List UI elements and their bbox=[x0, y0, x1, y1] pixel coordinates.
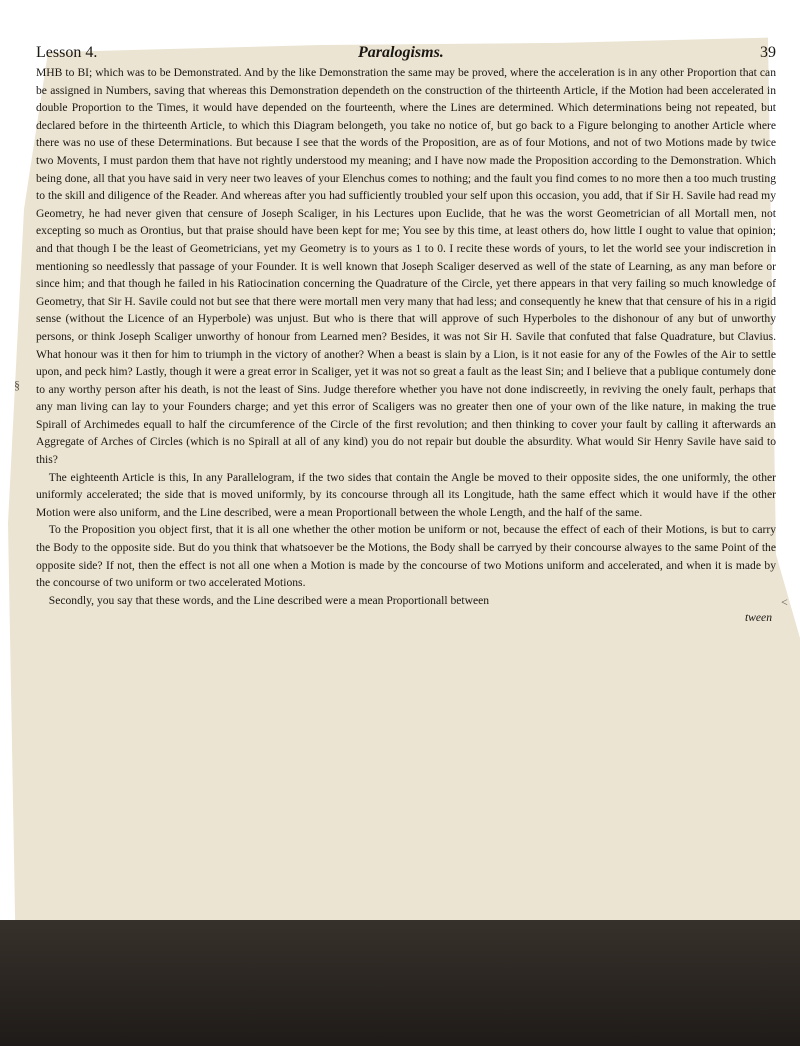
lesson-label: Lesson 4. bbox=[36, 44, 98, 61]
paragraph-4: Secondly, you say that these words, and the Line described were a mean Proportionall between bbox=[48, 593, 490, 607]
page-number: 39 bbox=[760, 44, 776, 61]
paragraph-2: The eighteenth Article is this, In any Parallelogram, if the two sides that contain the Angle be moved to their opposite sides, the one uniformly, the other uniformly accelerated; the side that is moved uniformly, by its concourse through all its Longitude, hath the same effect which it would have if the other Motion were also uniform, and the Line described, were a mean Proportionall between the whole Length, and the half of the same. bbox=[36, 470, 776, 519]
running-header bbox=[36, 44, 776, 66]
scan-bottom-edge bbox=[0, 920, 800, 1046]
paragraph-3: To the Proposition you object first, that it is all one whether the other motion be uniform or not, because the effect of each of their Motions, is but to carry the Body to the opposite side. But do you think that whatsoever be the Motions, the Body shall be carryed by their concourse alwayes to the same Point of the opposite side? If not, then the effect is not all one when a Motion is made by the concourse of two Motions uniform and accelerated, and when it is made by the concourse of two uniform or two accelerated Motions. bbox=[36, 523, 776, 590]
running-title: Paralogisms. bbox=[358, 44, 444, 61]
paragraph-1: MHB to BI; which was to be Demonstrated. And by the like Demonstration the same may be proved, where the acceleration is in any other Proportion that can be assigned in Numbers, saving that whereas this Demonstration dependeth on the construction of the thirteenth Article, if the Motion had been accelerated in double Proportion to the Times, it would have depended on the fourteenth, where the Lines are determined. Which determinations being not repeated, but declared before in the thirteenth Article, to which this Diagram belongeth, you take no notice of, but go back to a Figure belonging to another Article where there was no use of these Determinations. But because I see that the words of the Proposition, are as of four Motions, and not of two Motions made by twice two Movents, I must pardon them that have not rightly understood my meaning; and I have now made the Proposition according to the Demonstration. Which being done, all that you have said in very neer two leaves of your Elenchus comes to nothing; and the fault you find comes to no more then a too much trusting to the skill and diligence of the Reader. And whereas after you had sufficiently troubled your self upon this occasion, you add, that if Sir H. Savile had read my Geometry, he had never given that censure of Joseph Scaliger, in his Lectures upon Euclide, that he was the worst Geometrician of all Mortall men, not excepting so much as Orontius, but that praise should have been kept for me; You see by this time, at least others do, how little I ought to value that opinion; and that though I be the least of Geometricians, yet my Geometry is to yours as 1 to 0. I recite these words of yours, to let the world see your indiscretion in mentioning so needlessly that passage of your Founder. It is well known that Joseph Scaliger deserved as well of the state of Learning, as any man before or since him; and that though he failed in his Ratiocination concerning the Quadrature of the Circle, yet there appears in that very failing so much knowledge of Geometry, that Sir H. Savile could not but see that there were mortall men very many that had less; and consequently he knew that that censure of his in a rigid sense (without the Licence of an Hyperbole) was unjust. But who is there that will approve of such Hyperboles to the dishonour of any but of unworthy persons, or think Joseph Scaliger unworthy of honour from Learned men? Besides, it was not Sir H. Savile that confuted that false Quadrature, but Clavius. What honour was it then for him to triumph in the victory of another? When a beast is slain by a Lion, is it not easie for any of the Fowles of the Air to settle upon, and peck him? Lastly, though it were a great error in Scaliger, yet it was not so great a fault as the least Sin; and I believe that a publique contumely done to any worthy person after his death, is not the least of Sins. Judge therefore whether you have not done indiscreetly, in reviving the onely fault, perhaps that any man living can lay to your Founders charge; and yet this error of Scaligers was no greater then one of your own of the like nature, in making the true Spirall of Archimedes equall to half the circumference of the Circle of the first revolution; and then thinking to cover your fault by calling it afterwards an Aggregate of Arches of Circles (which is no Spirall at all of any kind) you do not repair but double the absurdity. What would Sir Henry Savile have said to this? bbox=[36, 66, 776, 467]
left-margin-mark: § bbox=[14, 378, 20, 392]
text-body bbox=[36, 64, 776, 627]
catchword: tween bbox=[744, 611, 772, 625]
right-margin-mark: < bbox=[781, 595, 788, 609]
